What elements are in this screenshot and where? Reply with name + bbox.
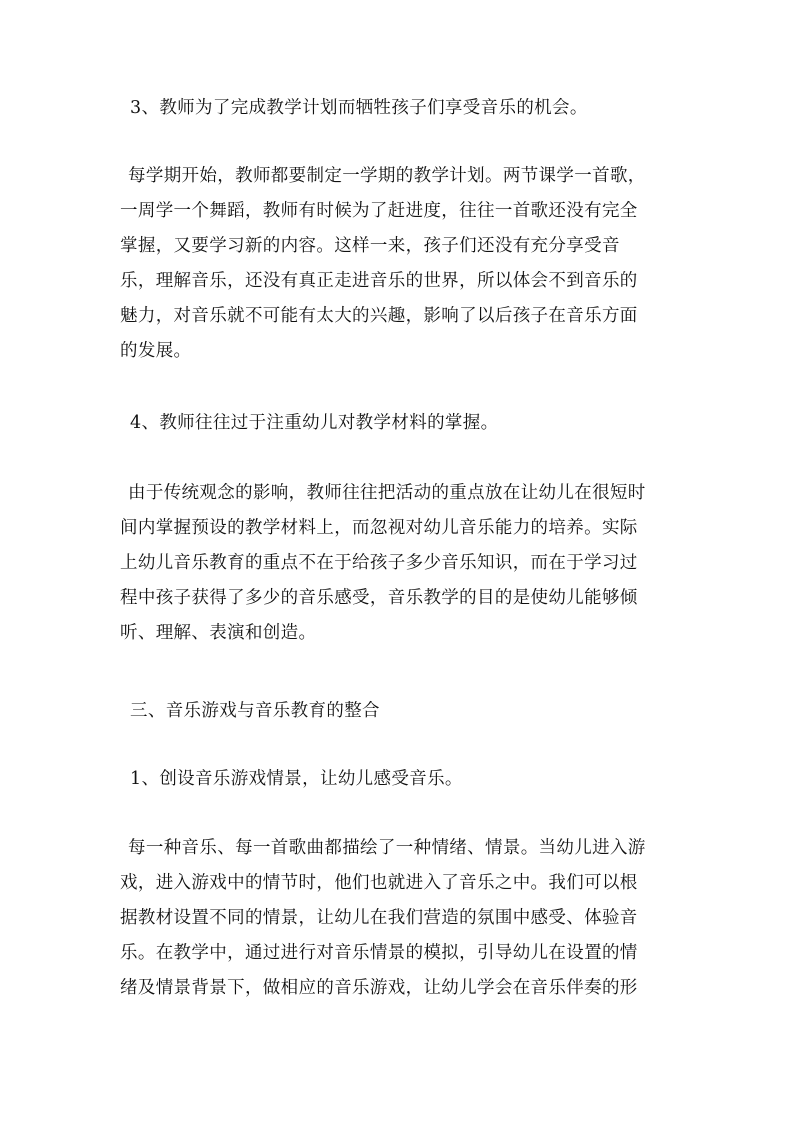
heading-3: 3、教师为了完成教学计划而牺牲孩子们享受音乐的机会。 [130, 98, 588, 118]
paragraph-1-line-4: 乐，理解音乐，还没有真正走进音乐的世界，所以体会不到音乐的 [120, 271, 638, 291]
paragraph-1-line-2: 一周学一个舞蹈，教师有时候为了赶进度，往往一首歌还没有完全 [120, 201, 638, 221]
paragraph-1-line-5: 魅力，对音乐就不可能有太大的兴趣，影响了以后孩子在音乐方面 [120, 306, 638, 326]
paragraph-2-line-3: 上幼儿音乐教育的重点不在于给孩子多少音乐知识，而在于学习过 [120, 553, 638, 573]
paragraph-3-line-2: 戏，进入游戏中的情节时，他们也就进入了音乐之中。我们可以根 [120, 873, 638, 893]
paragraph-2-line-1: 由于传统观念的影响，教师往往把活动的重点放在让幼儿在很短时 [128, 483, 646, 503]
paragraph-3-line-3: 据教材设置不同的情景，让幼儿在我们营造的氛围中感受、体验音 [120, 908, 638, 928]
paragraph-2-line-2: 间内掌握预设的教学材料上，而忽视对幼儿音乐能力的培养。实际 [120, 518, 638, 538]
paragraph-3-line-1: 每一种音乐、每一首歌曲都描绘了一种情绪、情景。当幼儿进入游 [128, 838, 646, 858]
paragraph-2-line-5: 听、理解、表演和创造。 [120, 623, 317, 643]
heading-4: 4、教师往往过于注重幼儿对教学材料的掌握。 [130, 413, 499, 433]
paragraph-2-line-4: 程中孩子获得了多少的音乐感受，音乐教学的目的是使幼儿能够倾 [120, 588, 638, 608]
heading-1: 1、创设音乐游戏情景，让幼儿感受音乐。 [130, 769, 463, 789]
paragraph-3-line-4: 乐。在教学中，通过进行对音乐情景的模拟，引导幼儿在设置的情 [120, 943, 638, 963]
paragraph-1-line-6: 的发展。 [120, 341, 192, 361]
paragraph-1-line-1: 每学期开始，教师都要制定一学期的教学计划。两节课学一首歌， [128, 166, 646, 186]
section-heading-3: 三、音乐游戏与音乐教育的整合 [130, 701, 380, 721]
paragraph-3-line-5: 绪及情景背景下，做相应的音乐游戏，让幼儿学会在音乐伴奏的形 [120, 978, 638, 998]
paragraph-1-line-3: 掌握，又要学习新的内容。这样一来，孩子们还没有充分享受音 [120, 236, 620, 256]
